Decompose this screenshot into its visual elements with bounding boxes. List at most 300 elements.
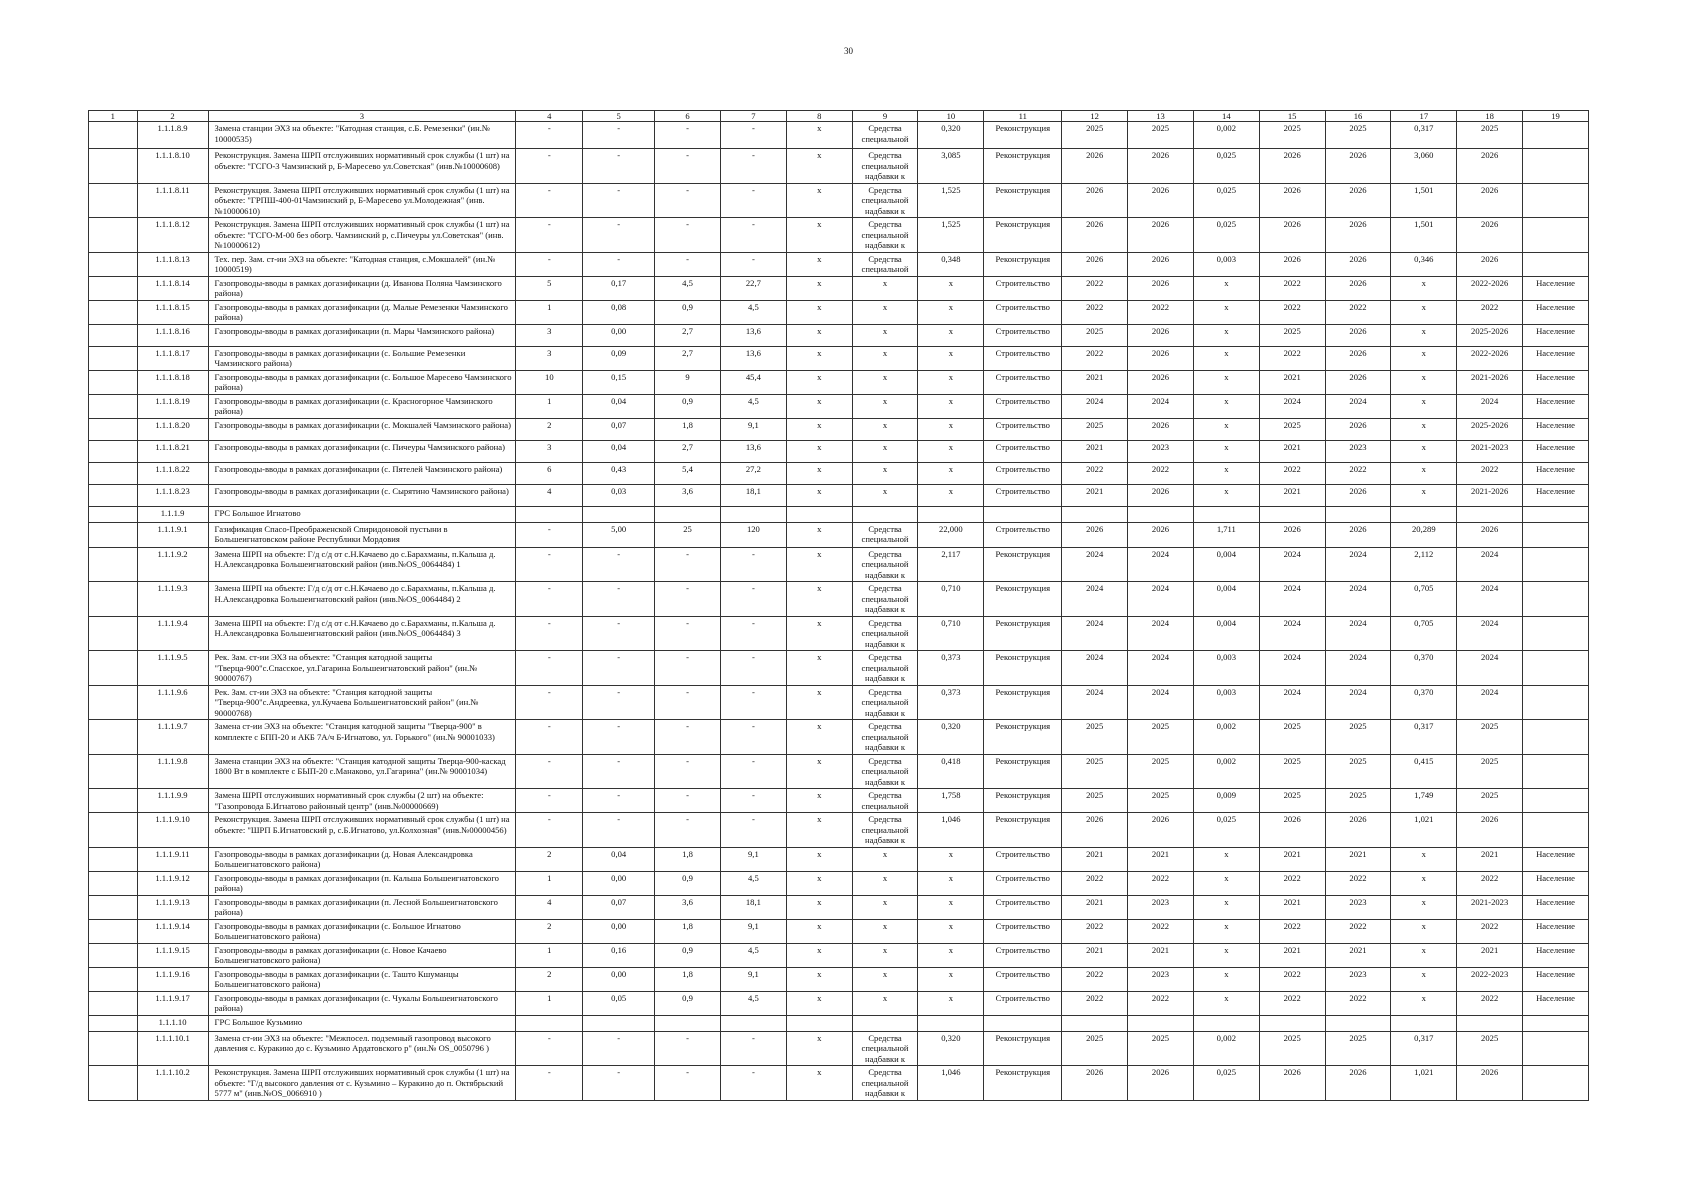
table-cell: x <box>1193 276 1259 300</box>
table-cell: 4,5 <box>720 991 786 1015</box>
table-cell: - <box>583 1031 655 1066</box>
table-row <box>89 616 1589 651</box>
table-cell: 2024 <box>1062 616 1128 651</box>
table-cell: - <box>516 122 583 149</box>
table-cell: - <box>583 813 655 848</box>
table-cell: - <box>655 183 721 218</box>
table-cell: Средства специальной надбавки к <box>852 651 918 686</box>
table-cell <box>786 1015 852 1031</box>
table-cell: x <box>852 276 918 300</box>
table-cell: x <box>852 418 918 440</box>
table-cell <box>89 218 138 253</box>
table-cell: 2025 <box>1325 720 1391 755</box>
table-cell <box>1523 582 1589 617</box>
table-cell: 2024 <box>1259 582 1325 617</box>
row-description: Рек. Зам. ст-ии ЭХЗ на объекте: "Станция катодной защиты "Тверца-900"с.Андреевка, ул.Кучаева Большеигнатовский район" (ин.№ 90000768) <box>208 685 516 720</box>
row-description: Газопроводы-вводы в рамках догазификации (п. Лесной Большеигнатовского района) <box>208 895 516 919</box>
table-cell: 0,03 <box>583 484 655 506</box>
table-cell: x <box>1391 440 1457 462</box>
table-cell: - <box>516 218 583 253</box>
table-cell: Население <box>1523 919 1589 943</box>
table-cell: 2024 <box>1128 582 1194 617</box>
table-cell <box>1523 651 1589 686</box>
table-cell: x <box>852 991 918 1015</box>
table-cell <box>1128 1015 1194 1031</box>
table-cell: - <box>583 218 655 253</box>
table-cell: x <box>918 346 984 370</box>
table-cell <box>89 847 138 871</box>
table-cell: 0,348 <box>918 252 984 276</box>
table-cell: 2024 <box>1457 547 1523 582</box>
table-cell: 5 <box>516 276 583 300</box>
table-cell: x <box>918 440 984 462</box>
table-cell: x <box>1193 967 1259 991</box>
table-row <box>89 943 1589 967</box>
table-cell: 2,7 <box>655 324 721 346</box>
row-description: Газопроводы-вводы в рамках догазификации (с. Большие Ремезенки Чамзинского района) <box>208 346 516 370</box>
table-cell: 2024 <box>1259 547 1325 582</box>
table-cell: 2026 <box>1325 218 1391 253</box>
table-cell: 2024 <box>1128 394 1194 418</box>
table-cell <box>89 370 138 394</box>
table-cell: 2021 <box>1259 440 1325 462</box>
table-cell: 2026 <box>1062 183 1128 218</box>
row-number: 1.1.1.9.9 <box>137 789 208 813</box>
table-cell: x <box>1193 484 1259 506</box>
table-cell: Население <box>1523 484 1589 506</box>
table-cell: 2025 <box>1062 789 1128 813</box>
table-cell: 0,9 <box>655 991 721 1015</box>
table-cell: 0,370 <box>1391 685 1457 720</box>
table-cell: x <box>786 252 852 276</box>
table-cell: x <box>786 991 852 1015</box>
table-cell <box>1523 122 1589 149</box>
table-cell <box>89 183 138 218</box>
table-cell <box>89 484 138 506</box>
table-cell <box>516 506 583 522</box>
table-cell: 2022 <box>1325 919 1391 943</box>
table-cell <box>984 506 1062 522</box>
row-number: 1.1.1.8.19 <box>137 394 208 418</box>
table-cell: - <box>583 651 655 686</box>
table-cell <box>89 919 138 943</box>
row-number: 1.1.1.8.10 <box>137 149 208 184</box>
table-cell: x <box>786 324 852 346</box>
table-cell: Строительство <box>984 484 1062 506</box>
table-cell <box>1062 1015 1128 1031</box>
table-cell: 2026 <box>1128 324 1194 346</box>
table-cell: - <box>655 252 721 276</box>
table-cell: 2026 <box>1325 149 1391 184</box>
table-cell: x <box>1391 324 1457 346</box>
table-cell: x <box>786 919 852 943</box>
table-cell: 0,00 <box>583 967 655 991</box>
row-description: Газопроводы-вводы в рамках догазификации (с. Пичеуры Чамзинского района) <box>208 440 516 462</box>
table-cell: 2024 <box>1325 685 1391 720</box>
table-cell: 2024 <box>1325 394 1391 418</box>
table-cell: - <box>583 1066 655 1101</box>
table-cell: - <box>516 582 583 617</box>
table-cell: 2026 <box>1325 183 1391 218</box>
table-cell: 0,415 <box>1391 754 1457 789</box>
table-row <box>89 346 1589 370</box>
table-cell: 2024 <box>1259 651 1325 686</box>
table-cell: x <box>786 149 852 184</box>
column-header: 15 <box>1259 111 1325 122</box>
table-cell: 2025 <box>1259 789 1325 813</box>
table-cell: 45,4 <box>720 370 786 394</box>
table-cell: - <box>720 582 786 617</box>
table-cell: 2026 <box>1062 1066 1128 1101</box>
table-cell: 2026 <box>1128 813 1194 848</box>
table-cell: 0,320 <box>918 720 984 755</box>
column-header: 9 <box>852 111 918 122</box>
table-cell: 2026 <box>1457 183 1523 218</box>
table-cell: 0,43 <box>583 462 655 484</box>
table-cell: 2024 <box>1128 651 1194 686</box>
table-cell: 0,04 <box>583 847 655 871</box>
table-cell: 0,002 <box>1193 754 1259 789</box>
table-cell: x <box>852 370 918 394</box>
table-cell: 2025 <box>1128 789 1194 813</box>
table-cell: x <box>786 547 852 582</box>
table-cell <box>1523 685 1589 720</box>
row-number: 1.1.1.8.22 <box>137 462 208 484</box>
table-cell: 2024 <box>1062 651 1128 686</box>
row-number: 1.1.1.9.12 <box>137 871 208 895</box>
table-cell: - <box>720 685 786 720</box>
table-cell: 0,003 <box>1193 252 1259 276</box>
table-cell: 2021 <box>1062 484 1128 506</box>
table-cell: - <box>516 1066 583 1101</box>
table-cell: x <box>918 943 984 967</box>
table-cell: 2024 <box>1325 547 1391 582</box>
table-cell: - <box>516 252 583 276</box>
table-cell: 0,004 <box>1193 547 1259 582</box>
table-cell: 2026 <box>1259 813 1325 848</box>
table-cell: 2021 <box>1325 943 1391 967</box>
table-cell: x <box>1391 418 1457 440</box>
table-cell: 0,004 <box>1193 582 1259 617</box>
table-cell: 0,370 <box>1391 651 1457 686</box>
column-header: 4 <box>516 111 583 122</box>
table-cell <box>852 1015 918 1031</box>
table-cell: 0,17 <box>583 276 655 300</box>
table-cell: - <box>583 582 655 617</box>
table-cell <box>89 685 138 720</box>
table-cell: 2,117 <box>918 547 984 582</box>
table-cell <box>1128 506 1194 522</box>
table-cell: 2024 <box>1259 394 1325 418</box>
column-header: 10 <box>918 111 984 122</box>
table-cell: 2025 <box>1259 418 1325 440</box>
table-row <box>89 1066 1589 1101</box>
row-number: 1.1.1.9.13 <box>137 895 208 919</box>
table-cell: x <box>1193 847 1259 871</box>
table-cell: 3,060 <box>1391 149 1457 184</box>
table-cell: 2021 <box>1128 847 1194 871</box>
row-number: 1.1.1.8.12 <box>137 218 208 253</box>
table-cell: 2022 <box>1062 276 1128 300</box>
table-cell: 2026 <box>1062 522 1128 547</box>
table-cell: 0,9 <box>655 871 721 895</box>
table-cell: 3,6 <box>655 895 721 919</box>
table-cell: Средства специальной надбавки к <box>852 183 918 218</box>
table-cell: 2,7 <box>655 346 721 370</box>
table-cell: 2024 <box>1457 582 1523 617</box>
row-description: Газопроводы-вводы в рамках догазификации (с. Большое Игнатово Большеигнатовского района) <box>208 919 516 943</box>
table-cell: x <box>786 616 852 651</box>
table-row <box>89 1031 1589 1066</box>
table-cell: 2022 <box>1128 919 1194 943</box>
table-cell: Реконструкция <box>984 582 1062 617</box>
table-cell: - <box>516 616 583 651</box>
table-cell: 2021-2026 <box>1457 370 1523 394</box>
table-cell: - <box>720 122 786 149</box>
table-row <box>89 418 1589 440</box>
table-cell: 2025 <box>1457 1031 1523 1066</box>
table-cell: 2025 <box>1062 754 1128 789</box>
table-cell: 4 <box>516 895 583 919</box>
table-cell: 2021 <box>1062 370 1128 394</box>
table-cell: 2024 <box>1062 582 1128 617</box>
table-cell <box>89 582 138 617</box>
row-number: 1.1.1.8.16 <box>137 324 208 346</box>
table-cell <box>1193 506 1259 522</box>
table-cell: x <box>852 300 918 324</box>
table-cell: 1 <box>516 300 583 324</box>
table-cell <box>1259 506 1325 522</box>
table-cell: 3 <box>516 346 583 370</box>
table-row <box>89 754 1589 789</box>
table-cell: 10 <box>516 370 583 394</box>
table-cell: x <box>786 462 852 484</box>
table-row <box>89 324 1589 346</box>
table-cell: Средства специальной <box>852 252 918 276</box>
table-cell: Реконструкция <box>984 218 1062 253</box>
table-cell: 1,525 <box>918 218 984 253</box>
row-description: Замена ШРП отслуживших нормативный срок службы (2 шт) на объекте: "Газопровода Б.Игнатово районный центр" (инв.№00000669) <box>208 789 516 813</box>
table-cell: x <box>1193 300 1259 324</box>
table-cell: - <box>516 754 583 789</box>
table-cell: x <box>786 418 852 440</box>
row-description: Реконструкция. Замена ШРП отслуживших нормативный срок службы (1 шт) на объекте: "ГСГО-3 Чамзинский р, Б-Маресево ул.Советская" (инв.№10000608) <box>208 149 516 184</box>
table-cell: 2025 <box>1062 122 1128 149</box>
table-cell: Строительство <box>984 370 1062 394</box>
table-cell: Строительство <box>984 919 1062 943</box>
table-cell: Строительство <box>984 300 1062 324</box>
table-cell: 0,418 <box>918 754 984 789</box>
table-cell: Население <box>1523 462 1589 484</box>
table-row <box>89 252 1589 276</box>
row-number: 1.1.1.9.4 <box>137 616 208 651</box>
table-cell: 0,025 <box>1193 813 1259 848</box>
table-cell: x <box>852 484 918 506</box>
table-cell: 0,00 <box>583 324 655 346</box>
table-cell: - <box>516 1031 583 1066</box>
table-cell: x <box>852 871 918 895</box>
table-cell <box>852 506 918 522</box>
table-cell: 0,320 <box>918 122 984 149</box>
table-cell: 2026 <box>1457 252 1523 276</box>
table-cell: x <box>1193 440 1259 462</box>
table-cell: x <box>786 1066 852 1101</box>
table-cell: 1,021 <box>1391 813 1457 848</box>
row-description: Газопроводы-вводы в рамках догазификации (д. Новая Александровка Большеигнатовского района) <box>208 847 516 871</box>
table-cell: 2025 <box>1325 1031 1391 1066</box>
table-cell: - <box>720 1031 786 1066</box>
table-row <box>89 582 1589 617</box>
table-cell: x <box>1391 895 1457 919</box>
table-cell <box>89 651 138 686</box>
table-cell: 2 <box>516 967 583 991</box>
table-cell: x <box>852 943 918 967</box>
table-row <box>89 484 1589 506</box>
table-cell: x <box>918 991 984 1015</box>
row-description: Замена станции ЭХЗ на объекте: "Катодная станция, с.Б. Ремезенки" (ин.№ 10000535) <box>208 122 516 149</box>
table-cell: 0,705 <box>1391 616 1457 651</box>
table-cell: 2022 <box>1062 346 1128 370</box>
row-description: Газопроводы-вводы в рамках догазификации (п. Мары Чамзинского района) <box>208 324 516 346</box>
row-number: 1.1.1.9.16 <box>137 967 208 991</box>
table-cell: 2024 <box>1062 547 1128 582</box>
table-cell: 2022 <box>1457 300 1523 324</box>
table-cell <box>1325 506 1391 522</box>
table-cell: - <box>583 149 655 184</box>
table-row <box>89 967 1589 991</box>
table-cell: x <box>786 582 852 617</box>
table-cell <box>720 506 786 522</box>
table-cell: Реконструкция <box>984 813 1062 848</box>
row-description: Замена ШРП на объекте: Г/д с/д от с.Н.Качаево до с.Барахманы, п.Кальша д. Н.Александровка Большеигнатовский район (инв.№OS_0064484) 3 <box>208 616 516 651</box>
column-header: 5 <box>583 111 655 122</box>
table-cell: Строительство <box>984 394 1062 418</box>
table-cell: 1,758 <box>918 789 984 813</box>
table-cell: - <box>655 685 721 720</box>
table-cell: 2024 <box>1457 651 1523 686</box>
table-cell: 2026 <box>1062 252 1128 276</box>
table-cell: Население <box>1523 847 1589 871</box>
table-cell: Средства специальной надбавки к <box>852 754 918 789</box>
table-cell: 2026 <box>1128 149 1194 184</box>
table-cell: 2022 <box>1062 871 1128 895</box>
table-cell: 0,025 <box>1193 149 1259 184</box>
table-cell: Реконструкция <box>984 547 1062 582</box>
table-cell: - <box>655 122 721 149</box>
table-row <box>89 394 1589 418</box>
table-cell: Реконструкция <box>984 754 1062 789</box>
row-number: 1.1.1.10 <box>137 1015 208 1031</box>
table-cell: 2025 <box>1325 754 1391 789</box>
row-number: 1.1.1.8.18 <box>137 370 208 394</box>
row-description: Газопроводы-вводы в рамках догазификации (с. Пятелей Чамзинского района) <box>208 462 516 484</box>
table-cell: 1 <box>516 871 583 895</box>
table-cell: x <box>1193 871 1259 895</box>
table-cell: 2024 <box>1457 685 1523 720</box>
table-cell: x <box>786 895 852 919</box>
page-number: 30 <box>844 46 853 56</box>
table-cell <box>655 1015 721 1031</box>
table-cell: x <box>918 967 984 991</box>
table-cell: x <box>786 685 852 720</box>
table-cell <box>1391 1015 1457 1031</box>
table-cell: 2021 <box>1457 943 1523 967</box>
table-cell: 0,002 <box>1193 720 1259 755</box>
table-row <box>89 276 1589 300</box>
table-cell: 20,289 <box>1391 522 1457 547</box>
table-cell: 2026 <box>1457 218 1523 253</box>
table-cell: 2025 <box>1325 122 1391 149</box>
row-number: 1.1.1.9.2 <box>137 547 208 582</box>
table-cell: Строительство <box>984 943 1062 967</box>
table-cell: 2025 <box>1062 1031 1128 1066</box>
column-header: 19 <box>1523 111 1589 122</box>
table-cell: 18,1 <box>720 895 786 919</box>
table-cell <box>1193 1015 1259 1031</box>
table-cell: x <box>918 370 984 394</box>
table-cell: 6 <box>516 462 583 484</box>
table-cell: 2026 <box>1128 346 1194 370</box>
table-cell: Население <box>1523 440 1589 462</box>
table-cell: 2021 <box>1062 895 1128 919</box>
table-cell <box>89 346 138 370</box>
row-description: Замена станции ЭХЗ на объекте: "Станция катодной защиты Тверца-900-каскад 1800 Вт в комплекте с БЫП-20 с.Манаково, ул.Гагарина" (ин.№ 90001034) <box>208 754 516 789</box>
table-cell: Строительство <box>984 522 1062 547</box>
table-cell: x <box>852 967 918 991</box>
table-cell: 2026 <box>1259 252 1325 276</box>
table-row <box>89 720 1589 755</box>
table-cell: 2026 <box>1128 276 1194 300</box>
table-cell: Средства специальной надбавки к <box>852 218 918 253</box>
table-cell: Реконструкция <box>984 1066 1062 1101</box>
table-cell <box>1062 506 1128 522</box>
table-cell: 1,046 <box>918 813 984 848</box>
table-cell <box>89 616 138 651</box>
table-cell <box>89 440 138 462</box>
row-description: Газопроводы-вводы в рамках догазификации (с. Большое Маресево Чамзинского района) <box>208 370 516 394</box>
row-number: 1.1.1.8.20 <box>137 418 208 440</box>
table-cell: 2023 <box>1128 895 1194 919</box>
table-cell: x <box>1193 370 1259 394</box>
table-cell: 2025 <box>1128 754 1194 789</box>
row-description: Реконструкция. Замена ШРП отслуживших нормативный срок службы (1 шт) на объекте: "ГСГО-М-00 без обогр. Чамзинский р, с.Пичеуры ул.Советская" (инв.№10000612) <box>208 218 516 253</box>
table-cell: 4,5 <box>720 300 786 324</box>
row-number: 1.1.1.9.5 <box>137 651 208 686</box>
table-cell: 0,317 <box>1391 1031 1457 1066</box>
row-number: 1.1.1.10.2 <box>137 1066 208 1101</box>
table-cell: Средства специальной надбавки к <box>852 547 918 582</box>
table-cell: x <box>1193 324 1259 346</box>
table-cell: 2022 <box>1128 991 1194 1015</box>
table-cell: 1 <box>516 943 583 967</box>
row-number: 1.1.1.9.6 <box>137 685 208 720</box>
table-cell: x <box>1391 276 1457 300</box>
table-cell: x <box>852 847 918 871</box>
table-cell: 2025 <box>1128 122 1194 149</box>
table-cell: 0,003 <box>1193 685 1259 720</box>
table-cell: 0,9 <box>655 300 721 324</box>
table-cell: Реконструкция <box>984 122 1062 149</box>
table-cell <box>583 1015 655 1031</box>
table-cell <box>1457 1015 1523 1031</box>
table-cell: 1,501 <box>1391 218 1457 253</box>
table-cell: 2022 <box>1259 300 1325 324</box>
row-number: 1.1.1.8.21 <box>137 440 208 462</box>
table-cell: 2026 <box>1325 484 1391 506</box>
table-cell: 13,6 <box>720 324 786 346</box>
table-cell: 0,025 <box>1193 218 1259 253</box>
table-cell: - <box>720 218 786 253</box>
